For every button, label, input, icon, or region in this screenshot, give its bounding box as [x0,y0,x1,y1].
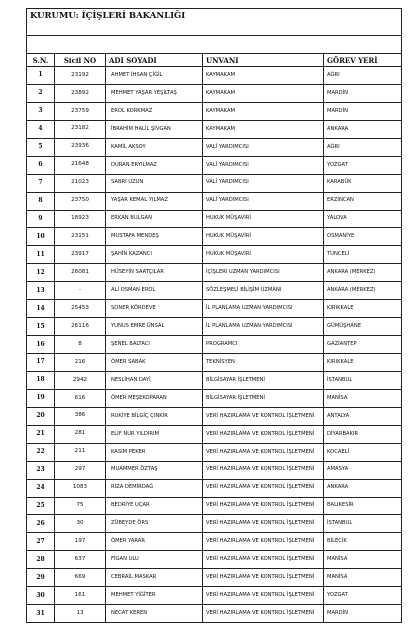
column-header-name: ADI SOYADI [106,54,203,67]
duty-location: AMASYA [324,461,402,479]
sicil-number: 23759 [55,102,106,120]
row-number: 24 [27,479,55,497]
row-number: 1 [27,67,55,85]
duty-location: GAZİANTEP [324,336,402,354]
row-number: 30 [27,587,55,605]
table-row [27,67,402,85]
duty-location: KIRIKKALE [324,300,402,318]
personnel-document [26,8,401,623]
row-number: 31 [27,605,55,623]
table-body [27,67,402,623]
table-row [27,569,402,587]
column-header-row [27,54,402,67]
job-title: VERİ HAZIRLAMA VE KONTROL İŞLETMENİ [203,497,324,515]
row-number: 2 [27,84,55,102]
sicil-number: 23192 [55,67,106,85]
sicil-number: 161 [55,587,106,605]
row-number: 15 [27,318,55,336]
sicil-number: 23936 [55,138,106,156]
duty-location: ANKARA (MERKEZ) [324,264,402,282]
sicil-number: 23182 [55,120,106,138]
sicil-number: - [55,282,106,300]
sicil-number: 26116 [55,318,106,336]
table-row [27,138,402,156]
job-title: TEKNİSYEN [203,354,324,372]
person-name: NESLİHAN DAYİ [106,371,203,389]
sicil-number: 26081 [55,264,106,282]
sicil-number: 216 [55,354,106,372]
person-name: ELİF NUR YILDIRIM [106,425,203,443]
column-header-title: UNVANI [203,54,324,67]
row-number: 18 [27,371,55,389]
sicil-number: 281 [55,425,106,443]
duty-location: ANKARA [324,120,402,138]
row-number: 11 [27,246,55,264]
duty-location: ANKARA [324,479,402,497]
sicil-number: 25453 [55,300,106,318]
sicil-number: 21648 [55,156,106,174]
job-title: VERİ HAZIRLAMA VE KONTROL İŞLETMENİ [203,605,324,623]
table-row [27,497,402,515]
person-name: MUAMMER ÖZTAŞ [106,461,203,479]
job-title: HUKUK MÜŞAVİRİ [203,210,324,228]
duty-location: BALIKESİR [324,497,402,515]
row-number: 9 [27,210,55,228]
job-title: VERİ HAZIRLAMA VE KONTROL İŞLETMENİ [203,551,324,569]
job-title: BİLGİSAYAR İŞLETMENİ [203,371,324,389]
person-name: ŞAHİN KAZANCI [106,246,203,264]
duty-location: MANİSA [324,569,402,587]
column-header-location: GÖREV YERİ [324,54,402,67]
duty-location: TUNCELİ [324,246,402,264]
job-title: VALİ YARDIMCISI [203,174,324,192]
sicil-number: 211 [55,443,106,461]
table-row [27,246,402,264]
sicil-number: 1083 [55,479,106,497]
person-name: YUNUS EMRE ÜNSAL [106,318,203,336]
sicil-number: 23750 [55,192,106,210]
sicil-number: 18923 [55,210,106,228]
sicil-number: 2942 [55,371,106,389]
person-name: ÖMER MEŞEKOPARAN [106,389,203,407]
sicil-number: 197 [55,533,106,551]
person-name: NECAT KEREN [106,605,203,623]
table-row [27,407,402,425]
row-number: 27 [27,533,55,551]
row-number: 17 [27,354,55,372]
person-name: KAMİL AKSOY [106,138,203,156]
duty-location: AĞRI [324,67,402,85]
job-title: BİLGİSAYAR İŞLETMENİ [203,389,324,407]
row-number: 23 [27,461,55,479]
person-name: KASIM PEKER [106,443,203,461]
duty-location: YOZGAT [324,587,402,605]
row-number: 21 [27,425,55,443]
person-name: AHMET İHSAN ÇİĞİL [106,67,203,85]
person-name: MEHMET YAŞAR YEŞİLTAŞ [106,84,203,102]
person-name: BEDRİYE UÇAR [106,497,203,515]
sicil-number: 669 [55,569,106,587]
duty-location: KIRIKKALE [324,354,402,372]
person-name: FİGAN ULU [106,551,203,569]
job-title: VERİ HAZIRLAMA VE KONTROL İŞLETMENİ [203,479,324,497]
sicil-number: 8 [55,336,106,354]
personnel-table [26,8,402,623]
person-name: MUSTAFA MENDEŞ [106,228,203,246]
job-title: VALİ YARDIMCISI [203,138,324,156]
duty-location: OSMANİYE [324,228,402,246]
person-name: CEBRAİL MASKAR [106,569,203,587]
table-row [27,587,402,605]
institution-title: KURUMU: İÇİŞLERİ BAKANLIĞI [27,9,402,36]
person-name: DURAN ERYILMAZ [106,156,203,174]
sicil-number: 616 [55,389,106,407]
person-name: ERKAN BULGAN [106,210,203,228]
duty-location: ANKARA (MERKEZ) [324,282,402,300]
job-title: İÇİŞLERİ UZMAN YARDIMCISI [203,264,324,282]
job-title: KAYMAKAM [203,67,324,85]
duty-location: GÜMÜŞHANE [324,318,402,336]
job-title: HUKUK MÜŞAVİRİ [203,246,324,264]
job-title: VERİ HAZIRLAMA VE KONTROL İŞLETMENİ [203,461,324,479]
duty-location: MARDİN [324,605,402,623]
sicil-number: 23917 [55,246,106,264]
duty-location: BİLECİK [324,533,402,551]
duty-location: KARABÜK [324,174,402,192]
person-name: ŞENEL BALTACI [106,336,203,354]
sicil-number: 75 [55,497,106,515]
table-row [27,300,402,318]
person-name: EROL KORKMAZ [106,102,203,120]
duty-location: ANTALYA [324,407,402,425]
blank-row [27,36,402,54]
job-title: VALİ YARDIMCISI [203,192,324,210]
person-name: HÜSEYİN SAATÇILAR [106,264,203,282]
table-row [27,479,402,497]
spacer-row [27,36,402,54]
table-row [27,551,402,569]
table-row [27,371,402,389]
job-title: VERİ HAZIRLAMA VE KONTROL İŞLETMENİ [203,407,324,425]
table-row [27,174,402,192]
sicil-number: 23892 [55,84,106,102]
row-number: 3 [27,102,55,120]
table-row [27,84,402,102]
job-title: VERİ HAZIRLAMA VE KONTROL İŞLETMENİ [203,443,324,461]
duty-location: YALOVA [324,210,402,228]
duty-location: ERZİNCAN [324,192,402,210]
job-title: VALİ YARDIMCISI [203,156,324,174]
sicil-number: 386 [55,407,106,425]
row-number: 8 [27,192,55,210]
sicil-number: 30 [55,515,106,533]
row-number: 25 [27,497,55,515]
person-name: RUKİYE BİLGİÇ ÇINKIR [106,407,203,425]
duty-location: MANİSA [324,389,402,407]
sicil-number: 13 [55,605,106,623]
table-row [27,210,402,228]
duty-location: MARDİN [324,84,402,102]
row-number: 26 [27,515,55,533]
job-title: VERİ HAZIRLAMA VE KONTROL İŞLETMENİ [203,533,324,551]
table-row [27,425,402,443]
person-name: ÖMER YARAR [106,533,203,551]
row-number: 7 [27,174,55,192]
table-row [27,515,402,533]
job-title: İL PLANLAMA UZMAN YARDIMCISI [203,318,324,336]
table-row [27,605,402,623]
table-row [27,533,402,551]
row-number: 12 [27,264,55,282]
job-title: PROGRAMCI [203,336,324,354]
table-row [27,336,402,354]
table-row [27,318,402,336]
job-title: VERİ HAZIRLAMA VE KONTROL İŞLETMENİ [203,425,324,443]
table-row [27,120,402,138]
job-title: KAYMAKAM [203,120,324,138]
sicil-number: 23151 [55,228,106,246]
person-name: ÖMER SABAK [106,354,203,372]
job-title: KAYMAKAM [203,84,324,102]
row-number: 16 [27,336,55,354]
row-number: 19 [27,389,55,407]
person-name: SABRİ UZUN [106,174,203,192]
row-number: 10 [27,228,55,246]
column-header-sicil: Sicil NO [55,54,106,67]
row-number: 29 [27,569,55,587]
row-number: 6 [27,156,55,174]
job-title: SÖZLEŞMELİ BİLİŞİM UZMANI [203,282,324,300]
duty-location: MANİSA [324,551,402,569]
duty-location: YOZGAT [324,156,402,174]
table-row [27,102,402,120]
person-name: MEHMET YİĞİTER [106,587,203,605]
table-row [27,443,402,461]
duty-location: İSTANBUL [324,515,402,533]
person-name: ALİ OSMAN EROL [106,282,203,300]
duty-location: İSTANBUL [324,371,402,389]
column-header-sn: S.N. [27,54,55,67]
sicil-number: 637 [55,551,106,569]
row-number: 5 [27,138,55,156]
table-row [27,282,402,300]
table-row [27,192,402,210]
person-name: RIZA DEMİRDAĞ [106,479,203,497]
sicil-number: 21023 [55,174,106,192]
row-number: 4 [27,120,55,138]
person-name: ZÜBEYDE ÖRS [106,515,203,533]
row-number: 14 [27,300,55,318]
duty-location: DİYARBAKIR [324,425,402,443]
row-number: 28 [27,551,55,569]
job-title: VERİ HAZIRLAMA VE KONTROL İŞLETMENİ [203,587,324,605]
table-row [27,228,402,246]
duty-location: MARDİN [324,102,402,120]
table-row [27,461,402,479]
job-title: VERİ HAZIRLAMA VE KONTROL İŞLETMENİ [203,569,324,587]
row-number: 13 [27,282,55,300]
job-title: KAYMAKAM [203,102,324,120]
sicil-number: 297 [55,461,106,479]
job-title: HUKUK MÜŞAVİRİ [203,228,324,246]
table-row [27,389,402,407]
table-row [27,354,402,372]
person-name: YAŞAR KEMAL YILMAZ [106,192,203,210]
table-row [27,156,402,174]
title-row [27,9,402,36]
job-title: İL PLANLAMA UZMAN YARDIMCISI [203,300,324,318]
person-name: SONER KÖRDEVE [106,300,203,318]
duty-location: KOCAELİ [324,443,402,461]
person-name: İBRAHİM HALİL ŞİVGAN [106,120,203,138]
row-number: 22 [27,443,55,461]
row-number: 20 [27,407,55,425]
job-title: VERİ HAZIRLAMA VE KONTROL İŞLETMENİ [203,515,324,533]
table-row [27,264,402,282]
duty-location: AĞRI [324,138,402,156]
